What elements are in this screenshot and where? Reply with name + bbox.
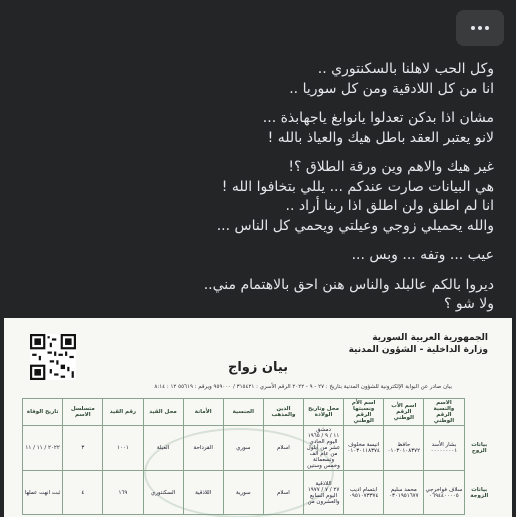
table-header: محل القيد [143,399,183,426]
table-cell: اللاذقية ٢٧ / ٧ / ١٩٧٧ اليوم السابع والعشرون من [304,471,344,515]
table-row [23,426,495,471]
table-header: الأمانة [183,399,223,426]
table-cell: سلاف فواخرجي ٠٦٩٤٤٠٠٠٠٥ [424,471,464,515]
doc-header-line: وزارة الداخلية - الشؤون المدنية [348,345,488,355]
table-header: اسم الأب الرقم الوطني [384,399,424,426]
post-line: والله يحميلي زوجي وعيلتي ويحمي كل الناس ... [216,217,494,234]
more-horizontal-icon [478,26,482,30]
post-line: لانو يعتبر العقد باطل هيك والعياذ بالله ! [267,129,494,146]
table-cell: ١٠٠١ [103,426,143,471]
more-horizontal-icon [471,26,475,30]
post-line: ولا شو ؟ [443,296,494,312]
marriage-record-image[interactable] [4,318,512,517]
table-header: الدين والمذهب [263,399,303,426]
table-header: الاسم والنسبة الرقم الوطني [424,399,464,426]
doc-header [349,332,488,356]
table-cell: اسلام [263,471,303,515]
post-line: عيب ... وتفه ... وبس ... [351,247,494,263]
table-cell: سوري [223,426,263,471]
table-cell: السكنتوري [143,471,183,515]
table-row [23,471,495,515]
table-header: رقم القيد [103,399,143,426]
post-paragraph [14,276,494,315]
table-cell: اللاذقية [183,471,223,515]
table-cell: ابتسام اديب ٠٩٥١٠٧٣٣٧٤ [344,471,384,515]
table-header: الجنسية [223,399,263,426]
post-body [0,56,516,517]
table-cell: حافظ ٠١٠٣٠١٠٨٣٧٢ [384,426,424,471]
table-cell: ٤ [63,471,103,515]
doc-meta: بيان صادر عن البوابة الإلكترونية للشؤون المدنية بتاريخ : ٢٧ - ٩ - ٢٠٢٢ الرقم الأسري : ٣١٥٤٢١ / ٩٥٩٠٠٠ ويرقم : ٥٥٦١٩ ١٢ : ٨:١٤ [154,384,452,390]
post-line: انا من كل اللادقية ومن كل سوريا .. [289,80,494,97]
table-cell: ١٦٩ [103,471,143,515]
table-cell: محمد سليم ٠٣٠١٩٥١٦٧٧ [384,471,424,515]
table-cell: بشار الأسد ٠٠٠٠٠٠٠٠١ [424,426,464,471]
table-cell: ٣ [63,426,103,471]
post-line: وكل الحب لاهلنا بالسكنتوري .. [317,61,494,77]
post-line: غير هيك والاهم وين ورقة الطلاق ؟! [288,159,494,175]
post-line: انا لم اطلق ولن اطلق اذا ربنا أراد .. [285,198,494,214]
table-cell: دمشق ١١ / ٩ / ١٩٦٥ اليوم الحادي عشر من أيلول من عام ألف وتسعمائة وخمس وستين [304,426,344,471]
row-label: بيانات الزوجة [470,486,489,499]
post-paragraph [14,60,494,99]
table-header: متسلسل الاسم [63,399,103,426]
table-cell: ثبت انهت عملها [23,471,63,515]
table-header: محل وتاريخ الولادة [304,399,344,426]
post-line: مشان اذا بدكن تعدلوا يانوابغ ياجهابذة ... [262,110,494,126]
table-header: تاريخ الوفاة [23,399,63,426]
table-cell: اسلام [263,426,303,471]
doc-title: بيان زواج [227,360,289,375]
post-paragraph [14,246,494,266]
post-line: هي البيانات صارت عندكم ... يللي بتخافوا الله ! [221,178,494,195]
table-cell: سورية [223,471,263,515]
table-cell: القرداحة [183,426,223,471]
table-corner [464,399,494,426]
marriage-table [22,398,494,515]
table-cell: انيسة مخلوف ٠١٠٣٠١١٨٣٧٤ [344,426,384,471]
post-text [14,60,494,325]
table-cell: العيلة [143,426,183,471]
top-bar [0,0,516,56]
post-paragraph [14,158,494,236]
post-paragraph [14,109,494,148]
row-label: بيانات الزوج [471,442,488,454]
more-horizontal-icon [485,26,489,30]
table-header: اسم الأم ونسبتها الرقم الوطني [344,399,384,426]
post-line: ديروا بالكم عالبلد والناس هنن احق بالاهتمام مني.. [203,276,494,293]
doc-header-line: الجمهورية العربية السورية [372,333,488,343]
table-cell: ٢٠٢٢ / ١١ / ١١ [23,426,63,471]
more-options-button[interactable] [456,10,504,46]
